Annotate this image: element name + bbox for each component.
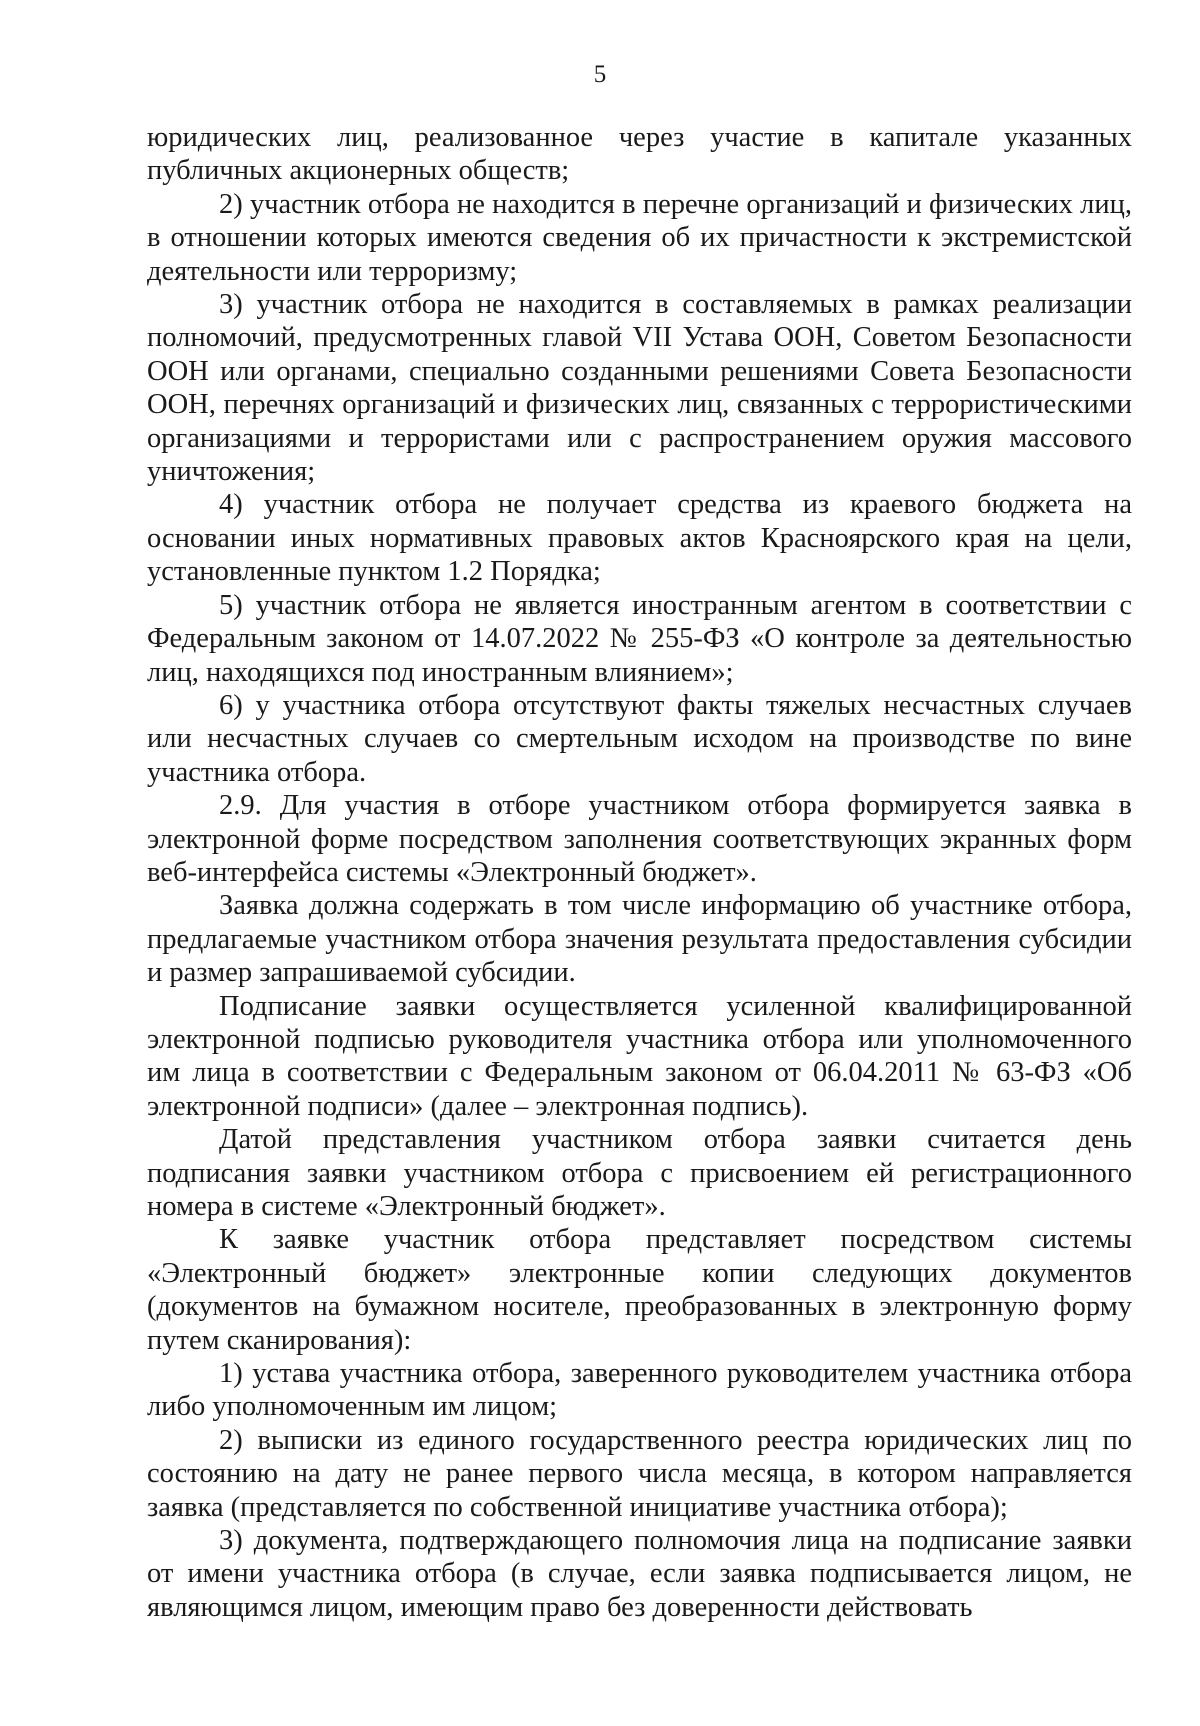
paragraph-item-4: 4) участник отбора не получает средства из краевого бюджета на основании иных нормативных правовых актов Красноярского края на цели, установленные пунктом 1.2 Порядка; [147, 489, 1132, 588]
paragraph-item-2: 2) участник отбора не находится в перечне организаций и физических лиц, в отношении которых имеются сведения об их причастности к экстремистской деятельности или терроризму; [147, 188, 1132, 287]
paragraph-item-3: 3) участник отбора не находится в составляемых в рамках реализации полномочий, предусмотренных главой VII Устава ООН, Советом Безопасности ООН или органами, специально созданными решениями Совета Безопасности ООН, перечнях организаций и физических лиц, связанных с террористическими организациями и террористами или с распространением оружия массового уничтожения; [147, 289, 1132, 488]
paragraph-continuation: юридических лиц, реализованное через участие в капитале указанных публичных акционерных обществ; [147, 122, 1132, 187]
paragraph-application-content: Заявка должна содержать в том числе информацию об участнике отбора, предлагаемые участником отбора значения результата предоставления субсидии и размер запрашиваемой субсидии. [147, 890, 1132, 989]
paragraph-signing: Подписание заявки осуществляется усиленной квалифицированной электронной подписью руководителя участника отбора или уполномоченного им лица в соответствии с Федеральным законом от 06.04.2011 № 63-ФЗ «Об электронной подписи» (далее – электронная подпись). [147, 990, 1132, 1122]
paragraph-doc-1: 1) устава участника отбора, заверенного руководителем участника отбора либо уполномоченным им лицом; [147, 1358, 1132, 1423]
paragraph-item-6: 6) у участника отбора отсутствуют факты тяжелых несчастных случаев или несчастных случаев со смертельным исходом на производстве по вине участника отбора. [147, 689, 1132, 788]
paragraph-doc-3: 3) документа, подтверждающего полномочия лица на подписание заявки от имени участника отбора (в случае, если заявка подписывается лицом, не являющимся лицом, имеющим право без доверенности действовать [147, 1525, 1132, 1623]
paragraph-attachments: К заявке участник отбора представляет посредством системы «Электронный бюджет» электронные копии следующих документов (документов на бумажном носителе, преобразованных в электронную форму путем сканирования): [147, 1224, 1132, 1356]
paragraph-item-5: 5) участник отбора не является иностранным агентом в соответствии с Федеральным законом от 14.07.2022 № 255-ФЗ «О контроле за деятельностью лиц, находящихся под иностранным влиянием»; [147, 589, 1132, 688]
document-body [147, 121, 1132, 1624]
paragraph-clause-2-9: 2.9. Для участия в отборе участником отбора формируется заявка в электронной форме посредством заполнения соответствующих экранных форм веб-интерфейса системы «Электронный бюджет». [147, 790, 1132, 888]
page-number: 5 [593, 61, 607, 88]
paragraph-submission-date: Датой представления участником отбора заявки считается день подписания заявки участником отбора с присвоением ей регистрационного номера в системе «Электронный бюджет». [147, 1124, 1132, 1222]
paragraph-doc-2: 2) выписки из единого государственного реестра юридических лиц по состоянию на дату не ранее первого числа месяца, в котором направляется заявка (представляется по собственной инициативе участника отбора); [147, 1424, 1132, 1523]
